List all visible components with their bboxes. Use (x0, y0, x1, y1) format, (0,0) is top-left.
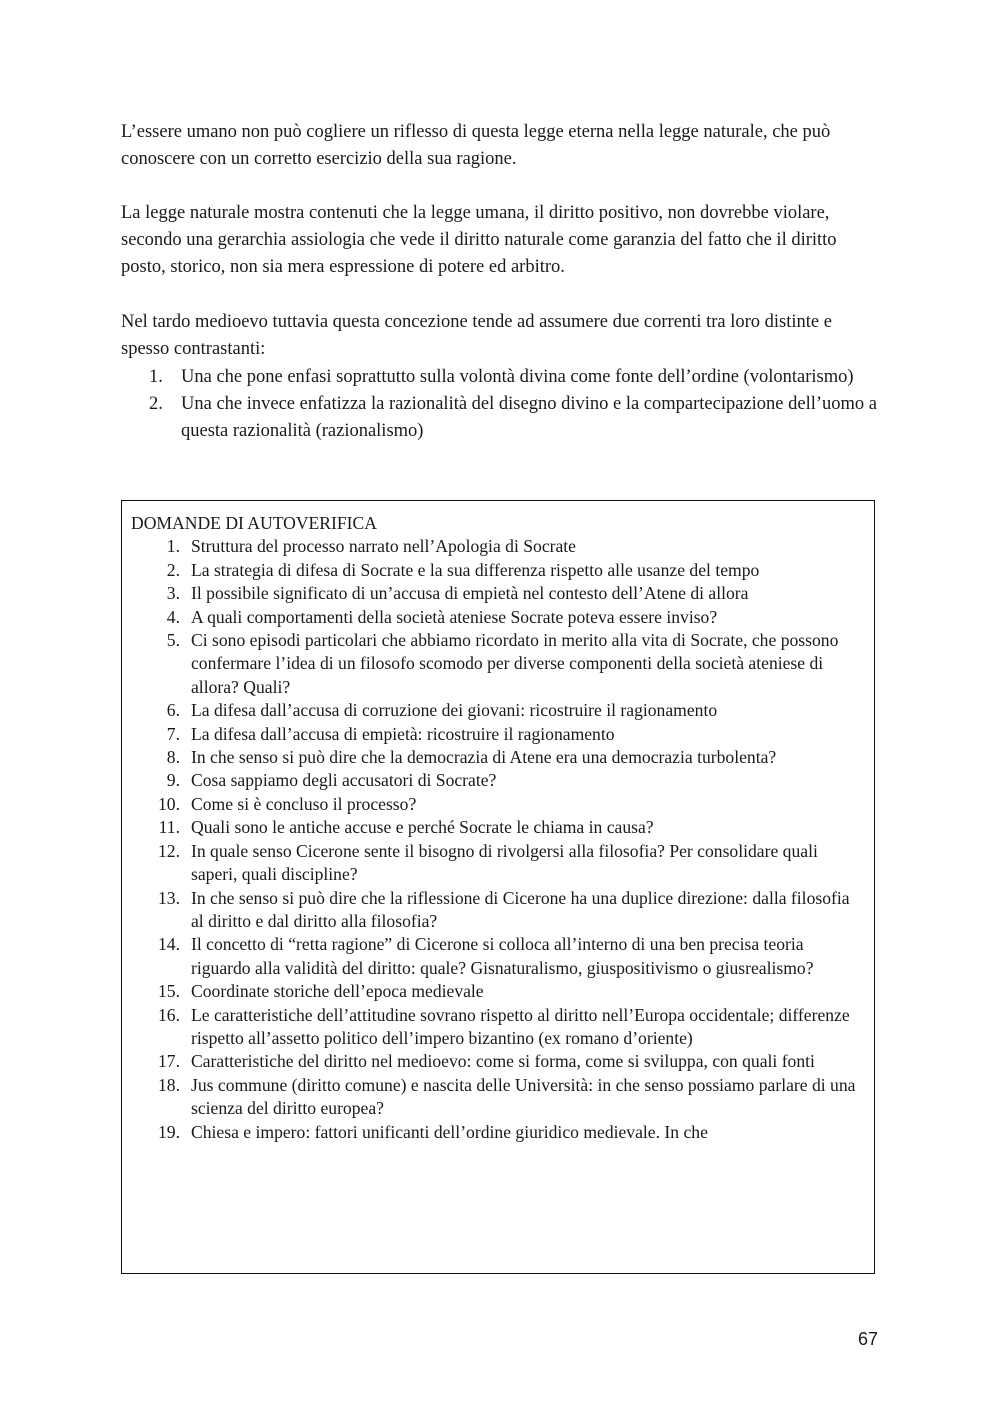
question-number: 17. (158, 1051, 180, 1072)
question-number: 12. (158, 840, 180, 861)
question-item (131, 746, 864, 769)
question-item (131, 816, 864, 839)
question-number: 11. (158, 817, 180, 838)
question-text: Caratteristiche del diritto nel medioevo: come si forma, come si sviluppa, con quali fonti (191, 1051, 815, 1072)
list-item (121, 391, 881, 445)
question-number: 5. (166, 630, 180, 651)
question-text: A quali comportamenti della società ateniese Socrate poteva essere inviso? (191, 606, 718, 627)
question-text: Coordinate storiche dell’epoca medievale (191, 981, 484, 1002)
question-number: 9. (166, 770, 180, 791)
question-number: 14. (158, 934, 180, 955)
question-number: 3. (166, 583, 180, 604)
question-text: Il concetto di “retta ragione” di Cicerone si colloca all’interno di una ben precisa teoria riguardo alla validità del diritto: quale? Gisnaturalismo, giuspositivismo o giusrealismo? (191, 934, 814, 978)
question-item (131, 980, 864, 1003)
question-item (131, 933, 864, 980)
questions-list (131, 535, 864, 1144)
question-item (131, 1050, 864, 1073)
question-number: 10. (158, 793, 180, 814)
question-number: 16. (158, 1004, 180, 1025)
question-item (131, 723, 864, 746)
question-item (131, 606, 864, 629)
question-text: Jus commune (diritto comune) e nascita delle Università: in che senso possiamo parlare di una scienza del diritto europea? (191, 1074, 856, 1119)
question-item (131, 629, 864, 699)
question-text: Il possibile significato di un’accusa di empietà nel contesto dell’Atene di allora (191, 583, 749, 604)
question-text: In che senso si può dire che la riflessione di Cicerone ha una duplice direzione: dalla filosofia al diritto e dal diritto alla filosofia? (191, 887, 850, 931)
currents-list (121, 364, 881, 445)
question-number: 19. (158, 1121, 180, 1142)
question-text: Chiesa e impero: fattori unificanti dell’ordine giuridico medievale. In che (191, 1121, 708, 1142)
question-number: 15. (158, 981, 180, 1002)
question-text: Le caratteristiche dell’attitudine sovrano rispetto al diritto nell’Europa occidentale; differenze rispetto all’assetto politico dell’impero bizantino (ex romano d’oriente) (191, 1004, 850, 1048)
question-item (131, 582, 864, 605)
question-number: 8. (166, 747, 180, 768)
question-text: Quali sono le antiche accuse e perché Socrate le chiama in causa? (191, 817, 654, 838)
list-item (121, 364, 881, 391)
question-text: La strategia di difesa di Socrate e la sua differenza rispetto alle usanze del tempo (191, 559, 760, 580)
question-item (131, 887, 864, 934)
question-text: Come si è concluso il processo? (191, 793, 417, 814)
question-text: Struttura del processo narrato nell’Apologia di Socrate (191, 536, 576, 557)
page-number: 67 (857, 1329, 878, 1349)
question-number: 7. (166, 723, 180, 744)
question-item (131, 793, 864, 816)
self-check-questions-box (121, 500, 875, 1274)
question-number: 6. (166, 700, 180, 721)
question-number: 2. (166, 559, 180, 580)
question-text: Cosa sappiamo degli accusatori di Socrate? (191, 770, 497, 791)
question-item (131, 1121, 864, 1144)
question-text: In quale senso Cicerone sente il bisogno di rivolgersi alla filosofia? Per consolidare quali saperi, quali discipline? (191, 840, 818, 885)
question-item (131, 769, 864, 792)
list-item-text: Una che invece enfatizza la razionalità del disegno divino e la compartecipazione dell’uomo a questa razionalità (razionalismo) (181, 394, 877, 441)
question-item (131, 840, 864, 887)
question-number: 18. (158, 1074, 180, 1095)
paragraph-legge-naturale: La legge naturale mostra contenuti che la legge umana, il diritto positivo, non dovrebbe violare, secondo una gerarchia assiologia che vede il diritto naturale come garanzia del fatto che il diritto posto, storico, non sia mera espressione di potere ed arbitro. (121, 203, 837, 277)
question-number: 13. (158, 887, 180, 908)
question-text: La difesa dall’accusa di corruzione dei giovani: ricostruire il ragionamento (191, 700, 718, 721)
question-text: Ci sono episodi particolari che abbiamo ricordato in merito alla vita di Socrate, che possono confermare l’idea di un filosofo scomodo per diverse componenti della società ateniese di allora? Quali? (191, 630, 839, 697)
paragraph-tardo-medioevo: Nel tardo medioevo tuttavia questa concezione tende ad assumere due correnti tra loro distinte e spesso contrastanti: (121, 312, 832, 359)
question-item (131, 1074, 864, 1121)
question-item (131, 1004, 864, 1051)
question-item (131, 699, 864, 722)
list-item-text: Una che pone enfasi soprattutto sulla volontà divina come fonte dell’ordine (volontarismo) (181, 367, 854, 387)
question-number: 1. (166, 536, 180, 557)
list-item-number: 1. (149, 367, 163, 387)
question-number: 4. (166, 606, 180, 627)
question-text: La difesa dall’accusa di empietà: ricostruire il ragionamento (191, 723, 615, 744)
questions-box-title: DOMANDE DI AUTOVERIFICA (131, 513, 377, 533)
question-item (131, 559, 864, 582)
paragraph-legge-eterna: L’essere umano non può cogliere un riflesso di questa legge eterna nella legge naturale, che può conoscere con un corretto esercizio della sua ragione. (121, 122, 831, 169)
question-text: In che senso si può dire che la democrazia di Atene era una democrazia turbolenta? (191, 747, 777, 768)
list-item-number: 2. (149, 394, 163, 414)
question-item (131, 535, 864, 558)
